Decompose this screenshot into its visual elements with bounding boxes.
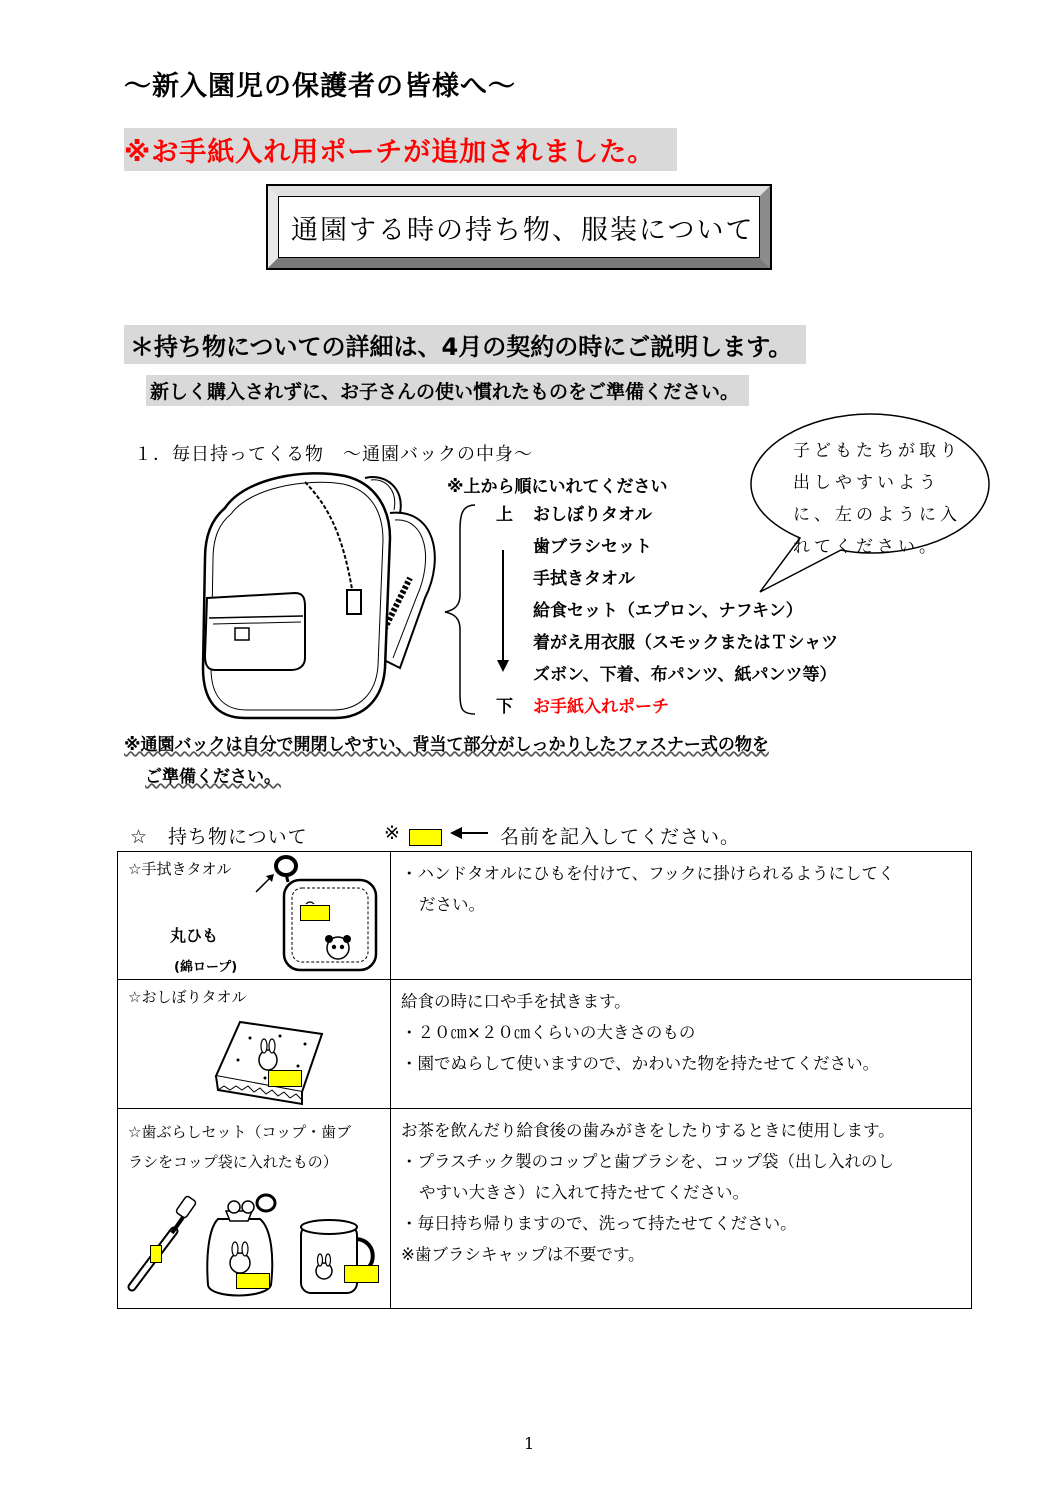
bag-note: ※通園バックは自分で開閉しやすい、背当て部分がしっかりしたファスナー式の物を	[124, 735, 769, 755]
desc-line: ・毎日持ち帰りますので、洗って持たせてください。	[401, 1214, 797, 1233]
desc-line: やすい大きさ）に入れて持たせてください。	[419, 1183, 749, 1202]
item-cell	[118, 1109, 391, 1309]
bubble-line: 出しやすいよう	[793, 473, 940, 493]
page-number: 1	[524, 1434, 535, 1453]
item-description	[391, 1109, 972, 1309]
table-row	[118, 1109, 972, 1309]
desc-line: お茶を飲んだり給食後の歯みがきをしたりするときに使用します。	[401, 1121, 895, 1140]
name-label-area	[236, 1273, 270, 1289]
item-description	[391, 852, 972, 980]
page-greeting: ～新入園児の保護者の皆様へ～	[124, 71, 516, 102]
order-bracket	[440, 500, 510, 720]
daily-items-heading: １．毎日持ってくる物 ～通園バックの中身～	[134, 444, 533, 465]
item-cell	[118, 852, 391, 980]
desc-line: ・ハンドタオルにひもを付けて、フックに掛けられるようにしてく	[401, 864, 895, 883]
name-label-area	[300, 905, 330, 921]
top-marker: 上	[496, 505, 513, 525]
name-label-area	[344, 1265, 379, 1283]
name-label-sample	[409, 829, 442, 846]
item-label	[128, 1117, 386, 1177]
bubble-line: に、左のように入	[793, 505, 961, 525]
table-row	[118, 980, 972, 1109]
bubble-text	[793, 435, 963, 563]
title-box	[266, 184, 772, 270]
round-cord-label: 丸ひも	[170, 926, 219, 945]
desc-line: ・園でぬらして使いますので、かわいた物を持たせてください。	[401, 1054, 880, 1073]
belongings-heading: ☆ 持ち物について	[130, 826, 308, 848]
bottom-marker: 下	[496, 697, 513, 717]
daily-item: 給食セット（エプロン、ナフキン）	[533, 601, 803, 621]
desc-line: ださい。	[419, 895, 485, 914]
item-description	[391, 980, 972, 1109]
bag-note-continued: ご準備ください。	[145, 767, 281, 787]
table-row	[118, 852, 972, 980]
daily-item: ズボン、下着、布パンツ、紙パンツ等）	[533, 665, 837, 685]
page-title: 通園する時の持ち物、服装について	[291, 214, 755, 246]
daily-item: 歯ブラシセット	[533, 537, 652, 557]
backpack-illustration	[195, 468, 450, 723]
cotton-rope-label: (綿ロープ)	[174, 960, 238, 975]
daily-item: 手拭きタオル	[533, 569, 635, 589]
name-label-area	[268, 1070, 302, 1087]
daily-item: 着がえ用衣服（スモックまたはＴシャツ	[533, 633, 839, 653]
details-note: ＊持ち物についての詳細は、4月の契約の時にご説明します。	[124, 325, 806, 364]
item-cell	[118, 980, 391, 1109]
item-label: ☆手拭きタオル	[128, 860, 232, 878]
desc-line: 給食の時に口や手を拭きます。	[401, 992, 631, 1011]
daily-item-pouch: お手紙入れポーチ	[533, 697, 669, 717]
daily-item: おしぼりタオル	[533, 505, 652, 525]
bubble-line: れてください。	[793, 537, 940, 557]
desc-line: ・２０㎝×２０㎝くらいの大きさのもの	[401, 1023, 696, 1042]
item-label-line: ☆歯ぶらしセット（コップ・歯ブ	[128, 1123, 352, 1141]
order-note: ※上から順にいれてください	[447, 477, 668, 497]
pouch-added-notice: ※お手紙入れ用ポーチが追加されました。	[124, 128, 677, 171]
name-note: 名前を記入してください。	[500, 826, 741, 848]
name-label-area	[150, 1245, 162, 1263]
prepare-note: 新しく購入されずに、お子さんの使い慣れたものをご準備ください。	[146, 375, 749, 406]
bubble-line: 子どもたちが取り	[793, 441, 961, 461]
item-label: ☆おしぼりタオル	[128, 988, 247, 1006]
desc-line: ・プラスチック製のコップと歯ブラシを、コップ袋（出し入れのし	[401, 1152, 895, 1171]
item-label-line: ラシをコップ袋に入れたもの）	[128, 1153, 338, 1171]
name-marker-prefix: ※	[384, 822, 400, 844]
title-inner	[278, 196, 760, 258]
belongings-table	[117, 851, 972, 1309]
left-arrow-icon	[450, 826, 490, 840]
desc-line: ※歯ブラシキャップは不要です。	[401, 1245, 645, 1264]
wet-towel-illustration	[210, 1016, 340, 1106]
